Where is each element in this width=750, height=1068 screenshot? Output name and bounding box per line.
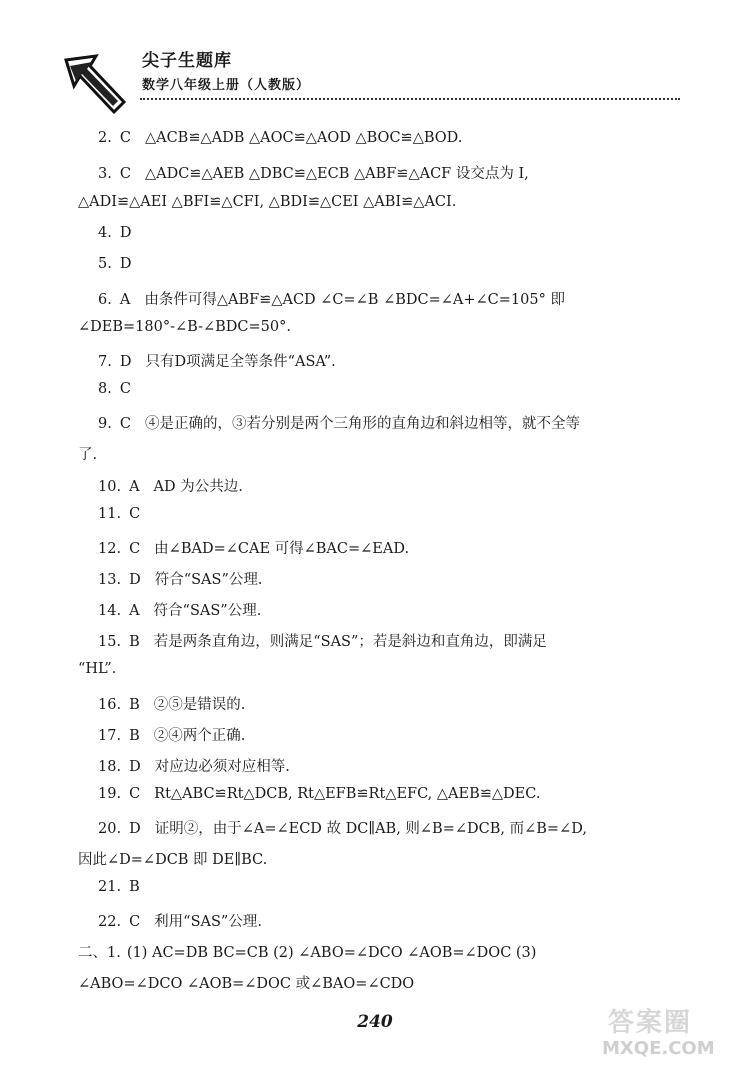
answer-choice: D: [119, 354, 132, 370]
answer-number: 19.: [98, 786, 122, 802]
answer-number: 12.: [98, 541, 122, 557]
answer-number: 14.: [98, 603, 122, 619]
answer-line: [98, 130, 462, 146]
answer-line-continued: [78, 848, 267, 869]
answer-line: [98, 537, 409, 558]
answer-line: [98, 693, 245, 714]
answer-choice: C: [119, 166, 131, 182]
answer-number: 7.: [98, 354, 112, 370]
watermark-url: MXQE.COM: [602, 1038, 715, 1059]
answer-line: [98, 350, 336, 371]
answer-explanation: ④是正确的，③若分别是两个三角形的直角边和斜边相等，就不全等: [144, 416, 580, 432]
answer-choice: C: [119, 381, 131, 397]
answer-explanation: 若是两条直角边，则满足“SAS”；若是斜边和直角边，即满足: [153, 634, 547, 650]
watermark-logo: [602, 1002, 742, 1062]
answer-explanation: ∠ABO=∠DCO ∠AOB=∠DOC 或∠BAO=∠CDO: [78, 976, 415, 992]
answer-line: [98, 879, 154, 895]
book-title: 尖子生题库: [142, 51, 232, 71]
answer-explanation: (1) AC=DB BC=CB (2) ∠ABO=∠DCO ∠AOB=∠DOC (3): [126, 945, 537, 961]
answer-number: 13.: [98, 572, 122, 588]
answer-choice: B: [129, 728, 140, 744]
answer-line: [98, 599, 261, 620]
answer-number: 21.: [98, 879, 122, 895]
answer-number: 16.: [98, 697, 122, 713]
answer-explanation: 对应边必须对应相等.: [154, 759, 290, 775]
answer-line: [98, 568, 262, 589]
answer-line: [98, 910, 262, 931]
answer-choice: C: [129, 914, 141, 930]
answer-explanation: △ADI≌△AEI △BFI≌△CFI, △BDI≌△CEI △ABI≌△ACI.: [78, 194, 457, 210]
answer-line: [78, 941, 536, 962]
answer-choice: A: [129, 479, 140, 495]
answer-choice: D: [119, 225, 132, 241]
answer-explanation: 符合“SAS”公理.: [153, 603, 262, 619]
answer-explanation: AD 为公共边.: [153, 479, 243, 495]
answer-explanation: 由∠BAD=∠CAE 可得∠BAC=∠EAD.: [154, 541, 410, 557]
answer-choice: C: [129, 786, 141, 802]
answer-line: [98, 817, 587, 838]
page-header: [62, 44, 682, 114]
answer-choice: D: [129, 759, 141, 775]
answer-explanation: 证明②，由于∠A=∠ECD 故 DC∥AB, 则∠B=∠DCB, 而∠B=∠D,: [154, 821, 587, 837]
answer-choice: A: [119, 292, 131, 308]
answer-number: 6.: [98, 292, 112, 308]
header-divider: [140, 98, 680, 100]
answer-explanation: ②④两个正确.: [153, 728, 246, 744]
answer-line-continued: [78, 319, 291, 335]
answer-line: [98, 630, 547, 651]
answer-explanation: 由条件可得△ABF≌△ACD ∠C=∠B ∠BDC=∠A+∠C=105° 即: [144, 292, 565, 308]
answer-number: 9.: [98, 416, 112, 432]
answer-line: [98, 225, 145, 241]
answer-number: 2.: [98, 130, 112, 146]
answer-number: 15.: [98, 634, 122, 650]
answer-choice: C: [129, 506, 141, 522]
answer-number: 20.: [98, 821, 122, 837]
answer-line-continued: [78, 443, 97, 464]
answer-line-continued: [78, 972, 414, 993]
answer-line: [98, 475, 243, 496]
book-subtitle: 数学八年级上册（人教版）: [142, 78, 311, 93]
answer-choice: C: [129, 541, 141, 557]
answer-explanation: 因此∠D=∠DCB 即 DE∥BC.: [78, 852, 268, 868]
answer-choice: C: [119, 130, 131, 146]
arrow-icon: [62, 54, 128, 116]
answer-choice: D: [129, 821, 141, 837]
answer-explanation: 符合“SAS”公理.: [154, 572, 263, 588]
answer-choice: B: [129, 879, 140, 895]
answer-line-continued: [78, 194, 456, 210]
answer-line: [98, 724, 245, 745]
answer-line: [98, 506, 154, 522]
answer-explanation: ∠DEB=180°-∠B-∠BDC=50°.: [78, 319, 291, 335]
answer-choice: D: [129, 572, 141, 588]
answer-number: 二、1.: [78, 945, 121, 961]
answer-choice: C: [119, 416, 131, 432]
answer-explanation: △ADC≌△AEB △DBC≌△ECB △ABF≌△ACF 设交点为 I,: [144, 166, 529, 182]
watermark-text: 答案圈: [608, 1008, 693, 1038]
answer-number: 8.: [98, 381, 112, 397]
answer-line: [98, 256, 145, 272]
answer-choice: D: [119, 256, 132, 272]
answer-number: 10.: [98, 479, 122, 495]
answer-choice: B: [129, 697, 140, 713]
answer-number: 11.: [98, 506, 122, 522]
answer-line: [98, 755, 290, 776]
answer-number: 4.: [98, 225, 112, 241]
answer-explanation: 利用“SAS”公理.: [154, 914, 262, 930]
answer-explanation: Rt△ABC≌Rt△DCB, Rt△EFB≌Rt△EFC, △AEB≌△DEC.: [154, 786, 541, 802]
answer-number: 22.: [98, 914, 122, 930]
answer-number: 18.: [98, 759, 122, 775]
answer-choice: B: [129, 634, 140, 650]
answer-explanation: 了.: [78, 447, 98, 463]
answer-number: 3.: [98, 166, 112, 182]
answer-line: [98, 381, 145, 397]
answer-line: [98, 288, 565, 309]
answer-line: [98, 786, 540, 802]
answer-line-continued: [78, 661, 116, 677]
answer-line: [98, 162, 529, 183]
answer-explanation: △ACB≌△ADB △AOC≌△AOD △BOC≌△BOD.: [144, 130, 463, 146]
answer-explanation: ②⑤是错误的.: [153, 697, 246, 713]
answer-line: [98, 412, 580, 433]
answer-explanation: 只有D项满足全等条件“ASA”.: [145, 354, 336, 370]
answer-choice: A: [129, 603, 140, 619]
answer-explanation: “HL”.: [78, 661, 117, 677]
answer-number: 5.: [98, 256, 112, 272]
page-number: 240: [357, 1012, 393, 1032]
answer-number: 17.: [98, 728, 122, 744]
